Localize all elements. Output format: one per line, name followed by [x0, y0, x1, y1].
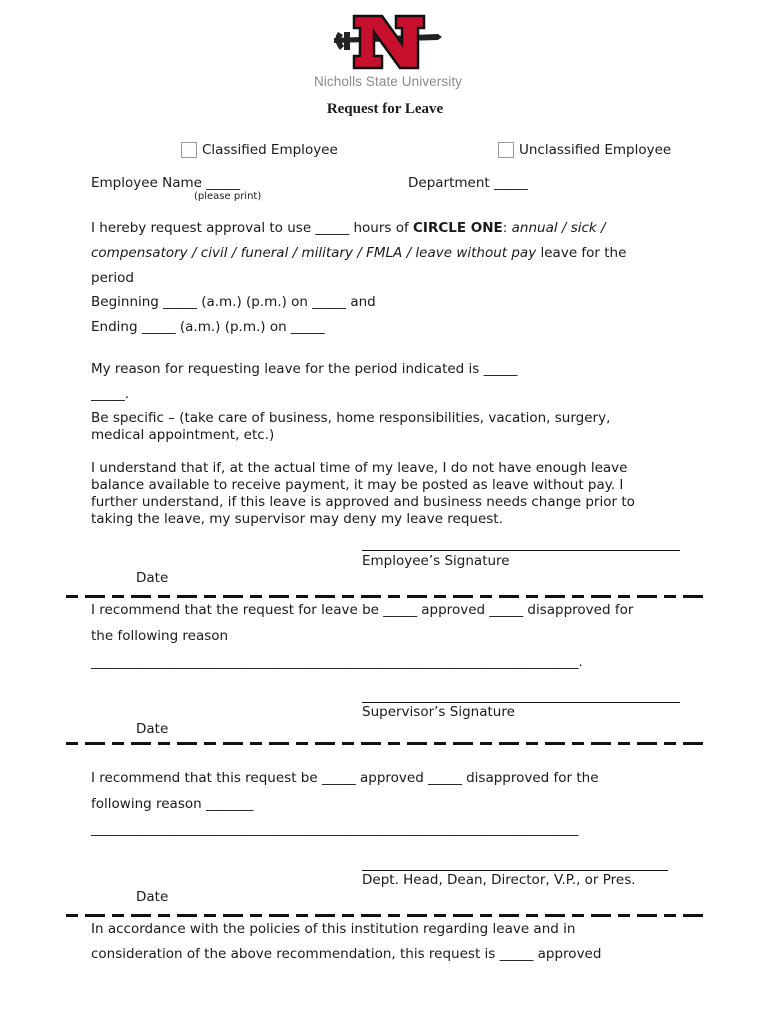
final-line-2[interactable]: consideration of the above recommendation, this request is _____ approved: [91, 946, 602, 962]
dept-head-signature-line[interactable]: [362, 870, 668, 871]
circle-one-label: CIRCLE ONE: [413, 220, 503, 236]
section-divider: [66, 914, 706, 917]
form-title: Request for Leave: [326, 101, 444, 117]
final-line-1: In accordance with the policies of this institution regarding leave and in: [91, 921, 576, 937]
section-divider: [66, 742, 706, 745]
employee-signature-line[interactable]: [362, 550, 680, 551]
employee-date-label: Date: [136, 570, 169, 586]
request-line-1: [91, 220, 606, 236]
reason-line-2[interactable]: _____.: [91, 386, 130, 402]
dept-head-signature-label: Dept. Head, Dean, Director, V.P., or Pres.: [362, 872, 636, 888]
reason-line-1[interactable]: My reason for requesting leave for the period indicated is _____: [91, 361, 518, 377]
request-line-2-tail: leave for the: [536, 245, 627, 261]
dept-head-reason-line[interactable]: ___________________________________________________________________________: [91, 822, 579, 837]
supervisor-reason-label: the following reason: [91, 628, 229, 644]
logo-n-sword-icon: [330, 10, 445, 72]
employee-signature-label: Employee’s Signature: [362, 553, 510, 569]
leave-options-a: annual / sick /: [511, 220, 606, 236]
be-specific-text: Be specific – (take care of business, home responsibilities, vacation, surgery, medical appointment, etc.): [91, 410, 611, 443]
supervisor-date-label: Date: [136, 721, 169, 737]
ending-field[interactable]: Ending _____ (a.m.) (p.m.) on _____: [91, 319, 325, 335]
supervisor-reason-line[interactable]: ___________________________________________________________________________.: [91, 655, 583, 670]
employee-name-field[interactable]: Employee Name _____: [91, 175, 241, 191]
colon: :: [502, 220, 512, 236]
section-divider: [66, 595, 706, 598]
university-name: Nicholls State University: [313, 74, 463, 89]
unclassified-label: Unclassified Employee: [519, 142, 672, 158]
dept-head-recommend-line[interactable]: I recommend that this request be _____ approved _____ disapproved for the: [91, 770, 599, 786]
please-print-hint: (please print): [194, 191, 262, 202]
classified-label: Classified Employee: [202, 142, 338, 158]
supervisor-signature-label: Supervisor’s Signature: [362, 704, 515, 720]
dept-head-date-label: Date: [136, 889, 169, 905]
supervisor-recommend-line[interactable]: I recommend that the request for leave be _____ approved _____ disapproved for: [91, 602, 634, 618]
university-logo: [330, 10, 445, 72]
request-line-3: period: [91, 270, 135, 286]
request-line-2: [91, 245, 626, 261]
dept-head-reason-label[interactable]: following reason _______: [91, 796, 254, 812]
beginning-field[interactable]: Beginning _____ (a.m.) (p.m.) on _____ and: [91, 294, 376, 310]
unclassified-checkbox[interactable]: [498, 142, 514, 158]
supervisor-signature-line[interactable]: [362, 702, 680, 703]
understand-paragraph: I understand that if, at the actual time of my leave, I do not have enough leave balance available to receive payment, it may be posted as leave without pay. I further understand, if this leave is approved and business needs change prior to taking the leave, my supervisor may deny my leave request.: [91, 460, 635, 527]
leave-options-b: compensatory / civil / funeral / military / FMLA / leave without pay: [91, 245, 537, 261]
request-line-1-text: I hereby request approval to use _____ hours of: [91, 220, 414, 236]
department-field[interactable]: Department _____: [408, 175, 528, 191]
classified-checkbox[interactable]: [181, 142, 197, 158]
